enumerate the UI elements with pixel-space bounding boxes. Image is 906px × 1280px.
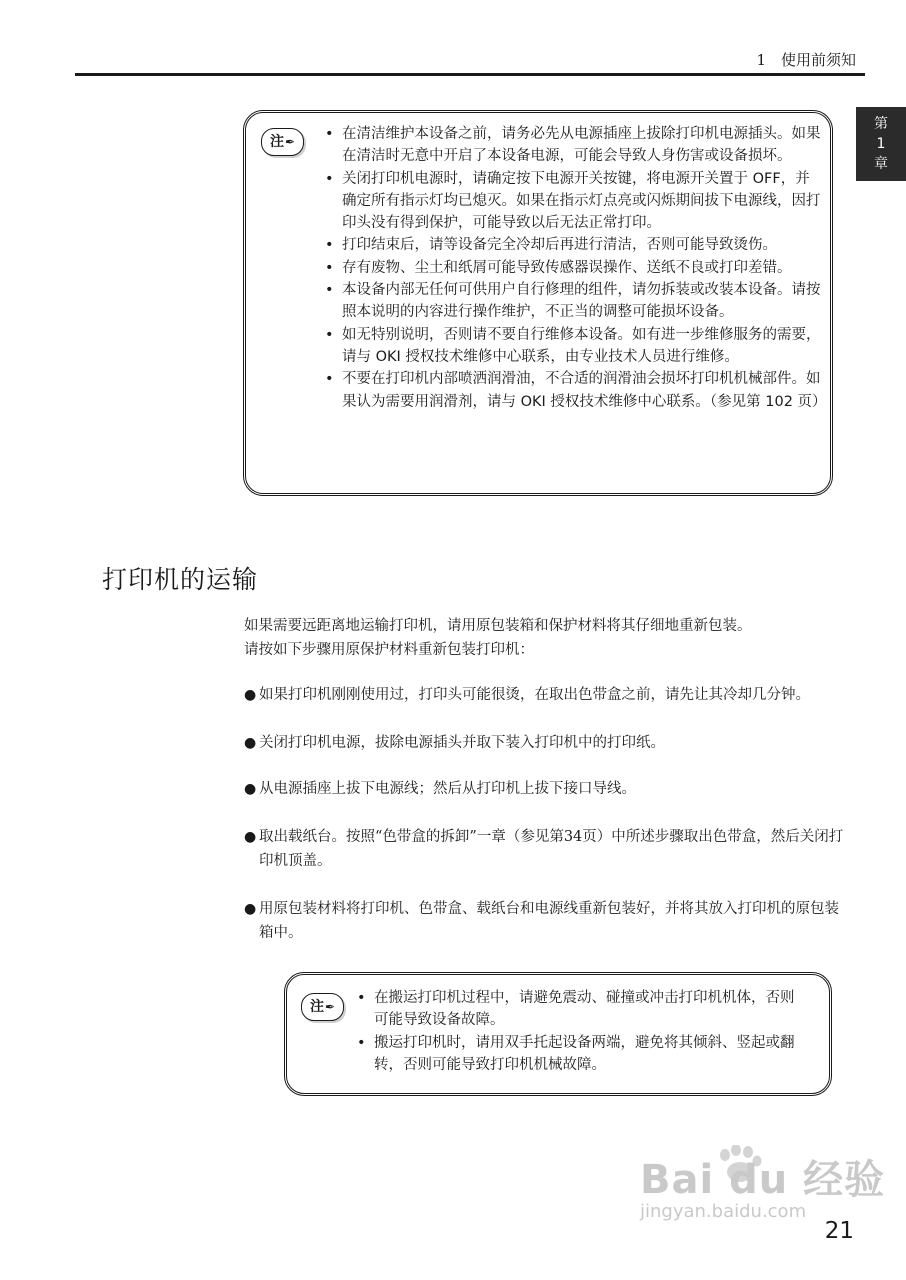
chapter-tab-line3: 章 [874, 156, 888, 172]
step-item [244, 897, 844, 945]
step-text: 如果打印机刚刚使用过，打印头可能很烫，在取出色带盒之前，请先让其冷却几分钟。 [259, 687, 810, 703]
note-badge [301, 993, 344, 1021]
note-badge-label: 注 [310, 999, 324, 1015]
step-text: 关闭打印机电源，拔除电源插头并取下装入打印机中的打印纸。 [259, 735, 665, 751]
note-item: • 关闭打印机电源时，请确定按下电源开关按键，将电源开关置于 OFF，并确定所有指示灯均已熄灭。如果在指示灯点亮或闪烁期间拔下电源线，因打印头没有得到保护，可能导致以后无法正常打印。 [325, 168, 821, 235]
watermark [640, 1148, 885, 1222]
step-text: 从电源插座上拔下电源线；然后从打印机上拔下接口导线。 [259, 781, 636, 797]
note-list [357, 987, 797, 1076]
note-item: • 打印结束后，请等设备完全冷却后再进行清洁，否则可能导致烫伤。 [325, 234, 821, 256]
note-badge [261, 128, 304, 156]
chapter-tab-line2: 1 [876, 136, 886, 152]
watermark-brand: Bai du 经验 [640, 1157, 886, 1203]
step-item [244, 825, 844, 873]
bullet-icon: ● [244, 829, 257, 845]
note-box-maintenance [243, 110, 833, 496]
step-item [244, 683, 844, 707]
chapter-tab [856, 107, 906, 181]
step-text: 取出载纸台。按照“色带盒的拆卸”一章（参见第34页）中所述步骤取出色带盒，然后关闭打印机顶盖。 [259, 829, 844, 869]
note-list [325, 123, 827, 413]
running-header: 1 使用前须知 [756, 51, 856, 69]
step-item [244, 777, 844, 801]
intro-line: 请按如下步骤用原保护材料重新包装打印机： [244, 642, 534, 658]
page-number: 21 [824, 1218, 854, 1244]
note-item: • 不要在打印机内部喷洒润滑油，不合适的润滑油会损坏打印机机械部件。如果认为需要用润滑剂，请与 OKI 授权技术维修中心联系。（参见第 102 页） [325, 368, 821, 413]
header-rule [75, 73, 865, 76]
bullet-icon: ● [244, 687, 257, 703]
note-item: • 在搬运打印机过程中，请避免震动、碰撞或冲击打印机机体，否则可能导致设备故障。 [357, 987, 797, 1032]
pen-icon: ✒ [285, 135, 296, 149]
watermark-url: jingyan.baidu.com [640, 1201, 807, 1222]
chapter-tab-line1: 第 [874, 116, 888, 132]
note-item: • 在清洁维护本设备之前，请务必先从电源插座上拔除打印机电源插头。如果在清洁时无意中开启了本设备电源，可能会导致人身伤害或设备损坏。 [325, 123, 821, 168]
note-box-transport [284, 972, 832, 1096]
note-item: • 存有废物、尘土和纸屑可能导致传感器误操作、送纸不良或打印差错。 [325, 257, 821, 279]
bullet-icon: ● [244, 901, 257, 917]
bullet-icon: ● [244, 781, 257, 797]
bullet-icon: ● [244, 735, 257, 751]
note-item: • 搬运打印机时，请用双手托起设备两端，避免将其倾斜、竖起或翻转，否则可能导致打印机机械故障。 [357, 1032, 797, 1077]
intro-line: 如果需要远距离地运输打印机，请用原包装箱和保护材料将其仔细地重新包装。 [244, 618, 752, 634]
note-item: • 如无特别说明，否则请不要自行维修本设备。如有进一步维修服务的需要，请与 OKI 授权技术维修中心联系，由专业技术人员进行维修。 [325, 324, 821, 369]
note-item: • 本设备内部无任何可供用户自行修理的组件，请勿拆装或改装本设备。请按照本说明的内容进行操作维护，不正当的调整可能损坏设备。 [325, 279, 821, 324]
pen-icon: ✒ [325, 1000, 336, 1014]
step-item [244, 731, 844, 755]
step-text: 用原包装材料将打印机、色带盒、载纸台和电源线重新包装好，并将其放入打印机的原包装箱中。 [259, 901, 839, 941]
intro-paragraph [244, 614, 844, 662]
section-title: 打印机的运输 [102, 565, 259, 594]
note-badge-label: 注 [270, 134, 284, 150]
